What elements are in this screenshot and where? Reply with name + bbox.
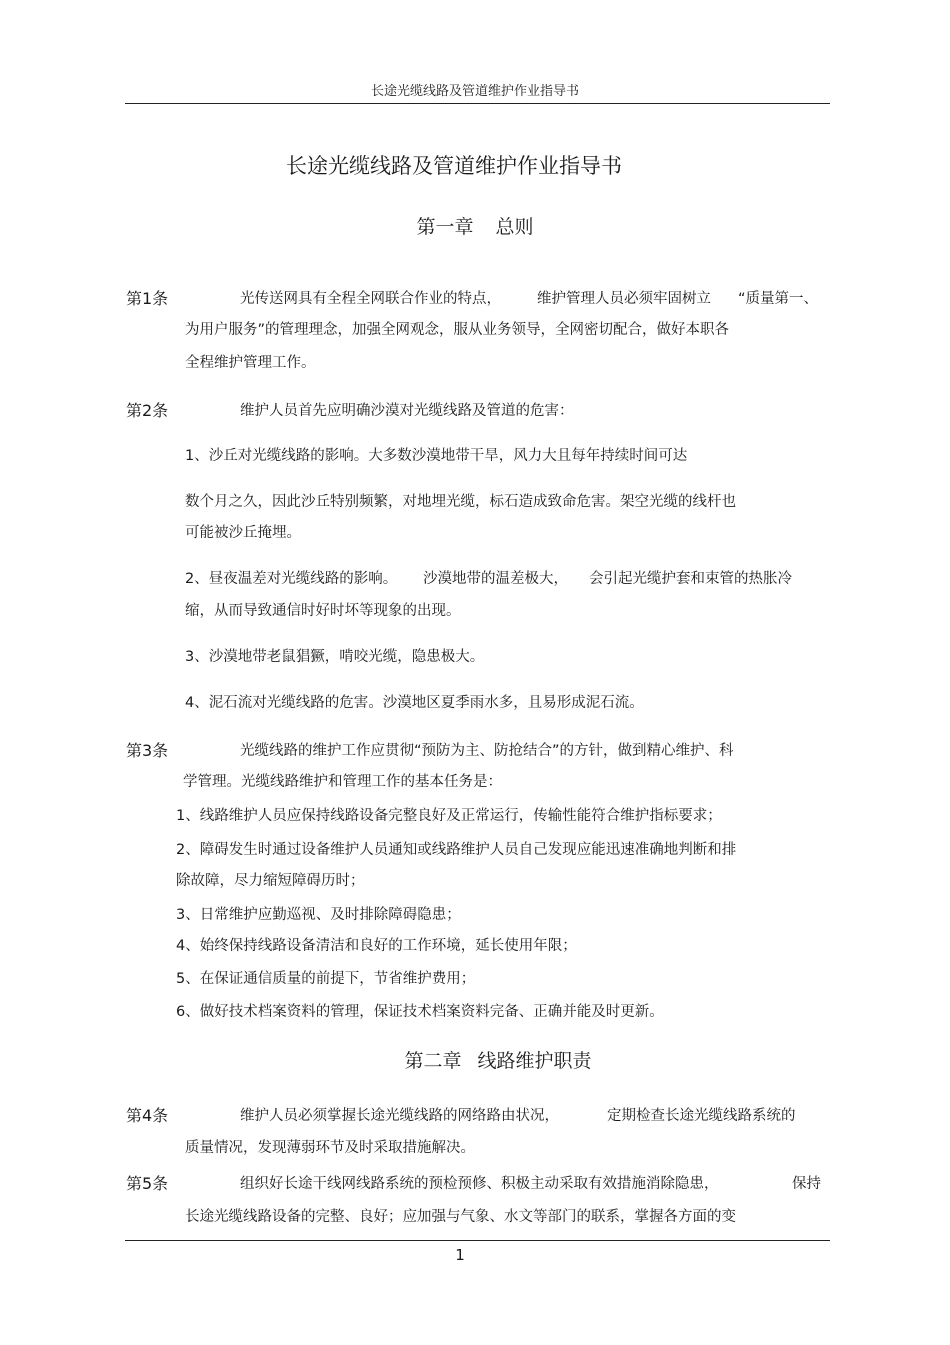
article-3-label: 第3条 bbox=[126, 741, 169, 760]
chapter-2-heading bbox=[0, 1046, 950, 1073]
article-2-label: 第2条 bbox=[126, 401, 169, 420]
article-1-text: 光传送网具有全程全网联合作业的特点， bbox=[240, 291, 501, 307]
footer-rule bbox=[125, 1240, 830, 1241]
article-2-item-2: 缩，从而导致通信时好时坏等现象的出现。 bbox=[185, 603, 461, 619]
article-2-item-3: 3、沙漠地带老鼠猖獗，啃咬光缆，隐患极大。 bbox=[185, 649, 485, 665]
article-1-text: “质量第一、 bbox=[738, 291, 819, 307]
chapter-2-title: 线路维护职责 bbox=[477, 1050, 592, 1072]
article-2-item-4: 4、泥石流对光缆线路的危害。沙漠地区夏季雨水多，且易形成泥石流。 bbox=[185, 695, 644, 711]
article-3-text: 学管理。光缆线路维护和管理工作的基本任务是： bbox=[183, 774, 502, 790]
article-3-item-3: 3、日常维护应勤巡视、及时排除障碍隐患； bbox=[176, 907, 461, 923]
document-title: 长途光缆线路及管道维护作业指导书 bbox=[286, 154, 622, 178]
article-4-label: 第4条 bbox=[126, 1106, 169, 1125]
article-4-text: 定期检查长途光缆线路系统的 bbox=[607, 1108, 796, 1124]
article-1-text: 全程维护管理工作。 bbox=[185, 355, 316, 371]
article-3-item-1: 1、线路维护人员应保持线路设备完整良好及正常运行，传输性能符合维护指标要求； bbox=[176, 808, 722, 824]
article-2-item-2: 2、昼夜温差对光缆线路的影响。 bbox=[185, 571, 398, 587]
article-3-item-4: 4、始终保持线路设备清洁和良好的工作环境，延长使用年限； bbox=[176, 938, 577, 954]
article-1-text: 维护管理人员必须牢固树立 bbox=[537, 291, 711, 307]
article-3-item-2: 除故障，尽力缩短障碍历时； bbox=[176, 873, 365, 889]
article-4-text: 维护人员必须掌握长途光缆线路的网络路由状况， bbox=[240, 1108, 559, 1124]
chapter-1-number: 第一章 bbox=[416, 216, 474, 238]
article-5-text: 保持 bbox=[792, 1176, 821, 1192]
article-3-item-6: 6、做好技术档案资料的管理，保证技术档案资料完备、正确并能及时更新。 bbox=[176, 1004, 664, 1020]
article-3-item-2: 2、障碍发生时通过设备维护人员通知或线路维护人员自己发现应能迅速准确地判断和排 bbox=[176, 842, 737, 858]
article-1-text: 为用户服务”的管理理念，加强全网观念，服从业务领导，全网密切配合，做好本职各 bbox=[185, 322, 730, 338]
article-5-text: 组织好长途干线网线路系统的预检预修、积极主动采取有效措施消除隐患， bbox=[240, 1176, 719, 1192]
article-2-item-1: 数个月之久，因此沙丘特别频繁，对地埋光缆，标石造成致命危害。架空光缆的线杆也 bbox=[185, 494, 736, 510]
chapter-1-title: 总则 bbox=[495, 216, 534, 238]
article-2-text: 维护人员首先应明确沙漠对光缆线路及管道的危害： bbox=[240, 403, 574, 419]
article-3-item-5: 5、在保证通信质量的前提下，节省维护费用； bbox=[176, 971, 476, 987]
article-5-label: 第5条 bbox=[126, 1174, 169, 1193]
article-3-text: 光缆线路的维护工作应贯彻“预防为主、防抢结合”的方针，做到精心维护、科 bbox=[240, 743, 734, 759]
article-4-text: 质量情况，发现薄弱环节及时采取措施解决。 bbox=[185, 1140, 475, 1156]
article-2-item-2: 沙漠地带的温差极大， bbox=[423, 571, 568, 587]
article-1-label: 第1条 bbox=[126, 289, 169, 308]
article-2-item-2: 会引起光缆护套和束管的热胀冷 bbox=[589, 571, 792, 587]
article-2-item-1: 可能被沙丘掩埋。 bbox=[185, 525, 301, 541]
running-header: 长途光缆线路及管道维护作业指导书 bbox=[370, 84, 579, 99]
article-5-text: 长途光缆线路设备的完整、良好；应加强与气象、水文等部门的联系，掌握各方面的变 bbox=[185, 1209, 736, 1225]
header-rule bbox=[125, 103, 830, 104]
page-number: 1 bbox=[455, 1246, 465, 1264]
article-2-item-1: 1、沙丘对光缆线路的影响。大多数沙漠地带干旱，风力大且每年持续时间可达 bbox=[185, 448, 688, 464]
chapter-1-heading bbox=[0, 212, 950, 239]
chapter-2-number: 第二章 bbox=[404, 1050, 462, 1072]
